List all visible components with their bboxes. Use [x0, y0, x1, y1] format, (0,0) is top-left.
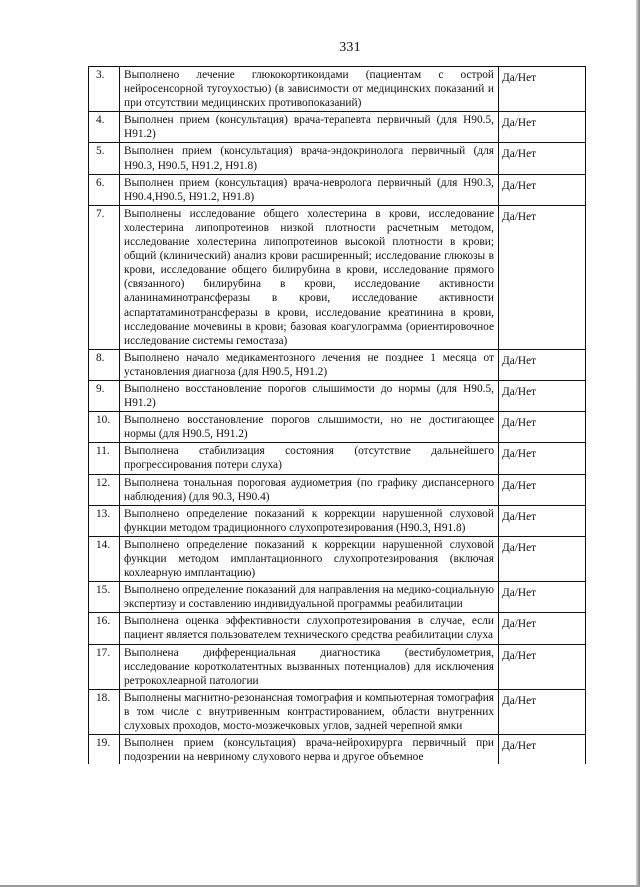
- answer-cell: Да/Нет: [499, 349, 586, 380]
- criterion-text: Выполнена тональная пороговая аудиометрия (по графику диспансерного наблюдения) (для 90.3, H90.4): [120, 474, 499, 505]
- criterion-text: Выполнено лечение глюкокортикоидами (пациентам с острой нейросенсорной тугоухостью) (в зависимости от медицинских показаний и при отсутствии медицинских противопоказаний): [120, 67, 499, 112]
- answer-cell: Да/Нет: [499, 412, 586, 443]
- criterion-text: Выполнено восстановление порогов слышимости, но не достигающее нормы (для H90.5, H91.2): [120, 412, 499, 443]
- row-number: 6.: [89, 174, 120, 205]
- answer-cell: Да/Нет: [499, 536, 586, 581]
- table-row: [89, 380, 586, 411]
- criterion-text: Выполнено начало медикаментозного лечения не позднее 1 месяца от установления диагноза (для H90.5, H91.2): [120, 349, 499, 380]
- criterion-text: Выполнена дифференциальная диагностика (вестибулометрия, исследование коротколатентных вызванных потенциалов) для исключения ретрокохлеарной патологии: [120, 644, 499, 689]
- row-number: 12.: [89, 474, 120, 505]
- table-row: [89, 174, 586, 205]
- answer-cell: Да/Нет: [499, 67, 586, 112]
- criterion-text: Выполнена оценка эффективности слухопротезирования в случае, если пациент является пользователем технического средства реабилитации слуха: [120, 613, 499, 644]
- table-row: [89, 143, 586, 174]
- table-row: [89, 735, 586, 765]
- answer-cell: Да/Нет: [499, 582, 586, 613]
- table-row: [89, 112, 586, 143]
- criterion-text: Выполнены исследование общего холестерина в крови, исследование холестерина липопротеинов низкой плотности расчетным методом, исследование холестерина липопротеинов высокой плотности в крови; общий (клинический) анализ крови расширенный; исследование глюкозы в крови, исследование общего билирубина в крови, исследование прямого (связанного) билирубина в крови, исследование активности аланинаминотрансферазы в крови, исследование активности аспартатаминотрансферазы в крови, исследование креатинина в крови, исследование мочевины в крови; базовая коагулограмма (ориентировочное исследование системы гемостаза): [120, 205, 499, 349]
- answer-cell: Да/Нет: [499, 205, 586, 349]
- criterion-text: Выполнено определение показаний для направления на медико-социальную экспертизу и составлению индивидуальной программы реабилитации: [120, 582, 499, 613]
- answer-cell: Да/Нет: [499, 474, 586, 505]
- page-number: 331: [339, 40, 361, 55]
- row-number: 5.: [89, 143, 120, 174]
- table-row: [89, 505, 586, 536]
- answer-cell: Да/Нет: [499, 174, 586, 205]
- table-row: [89, 582, 586, 613]
- table-row: [89, 474, 586, 505]
- row-number: 7.: [89, 205, 120, 349]
- row-number: 15.: [89, 582, 120, 613]
- criterion-text: Выполнен прием (консультация) врача-эндокринолога первичный (для H90.3, H90.5, H91.2, H91.8): [120, 143, 499, 174]
- table-row: [89, 349, 586, 380]
- criteria-table: [88, 66, 586, 764]
- answer-cell: Да/Нет: [499, 735, 586, 765]
- row-number: 9.: [89, 380, 120, 411]
- criterion-text: Выполнено определение показаний к коррекции нарушенной слуховой функции методом традиционного слухопротезирования (H90.3, H91.8): [120, 505, 499, 536]
- row-number: 16.: [89, 613, 120, 644]
- criterion-text: Выполнено восстановление порогов слышимости до нормы (для H90.5, H91.2): [120, 380, 499, 411]
- row-number: 14.: [89, 536, 120, 581]
- criterion-text: Выполнен прием (консультация) врача-терапевта первичный (для H90.5, H91.2): [120, 112, 499, 143]
- table-row: [89, 443, 586, 474]
- answer-cell: Да/Нет: [499, 644, 586, 689]
- criterion-text: Выполнена стабилизация состояния (отсутствие дальнейшего прогрессирования потери слуха): [120, 443, 499, 474]
- table-row: [89, 67, 586, 112]
- answer-cell: Да/Нет: [499, 143, 586, 174]
- criterion-text: Выполнен прием (консультация) врача-нейрохирурга первичный при подозрении на невриному слухового нерва и другое объемное: [120, 735, 499, 765]
- row-number: 10.: [89, 412, 120, 443]
- answer-cell: Да/Нет: [499, 613, 586, 644]
- table-row: [89, 205, 586, 349]
- table-row: [89, 613, 586, 644]
- row-number: 3.: [89, 67, 120, 112]
- table-row: [89, 644, 586, 689]
- answer-cell: Да/Нет: [499, 112, 586, 143]
- answer-cell: Да/Нет: [499, 443, 586, 474]
- row-number: 11.: [89, 443, 120, 474]
- table-row: [89, 536, 586, 581]
- row-number: 8.: [89, 349, 120, 380]
- answer-cell: Да/Нет: [499, 380, 586, 411]
- table-row: [89, 412, 586, 443]
- row-number: 18.: [89, 689, 120, 734]
- row-number: 4.: [89, 112, 120, 143]
- criterion-text: Выполнен прием (консультация) врача-невролога первичный (для H90.3, H90.4,H90.5, H91.2, H91.8): [120, 174, 499, 205]
- answer-cell: Да/Нет: [499, 505, 586, 536]
- row-number: 17.: [89, 644, 120, 689]
- table-row: [89, 689, 586, 734]
- scan-edge-shadow: [636, 0, 640, 887]
- row-number: 13.: [89, 505, 120, 536]
- criterion-text: Выполнены магнитно-резонансная томография и компьютерная томография в том числе с внутривенным контрастированием, области внутренних слуховых проходов, мосто-мозжечковых углов, задней черепной ямки: [120, 689, 499, 734]
- answer-cell: Да/Нет: [499, 689, 586, 734]
- row-number: 19.: [89, 735, 120, 765]
- criterion-text: Выполнено определение показаний к коррекции нарушенной слуховой функции методом имплантационного слухопротезирования (включая кохлеарную имплантацию): [120, 536, 499, 581]
